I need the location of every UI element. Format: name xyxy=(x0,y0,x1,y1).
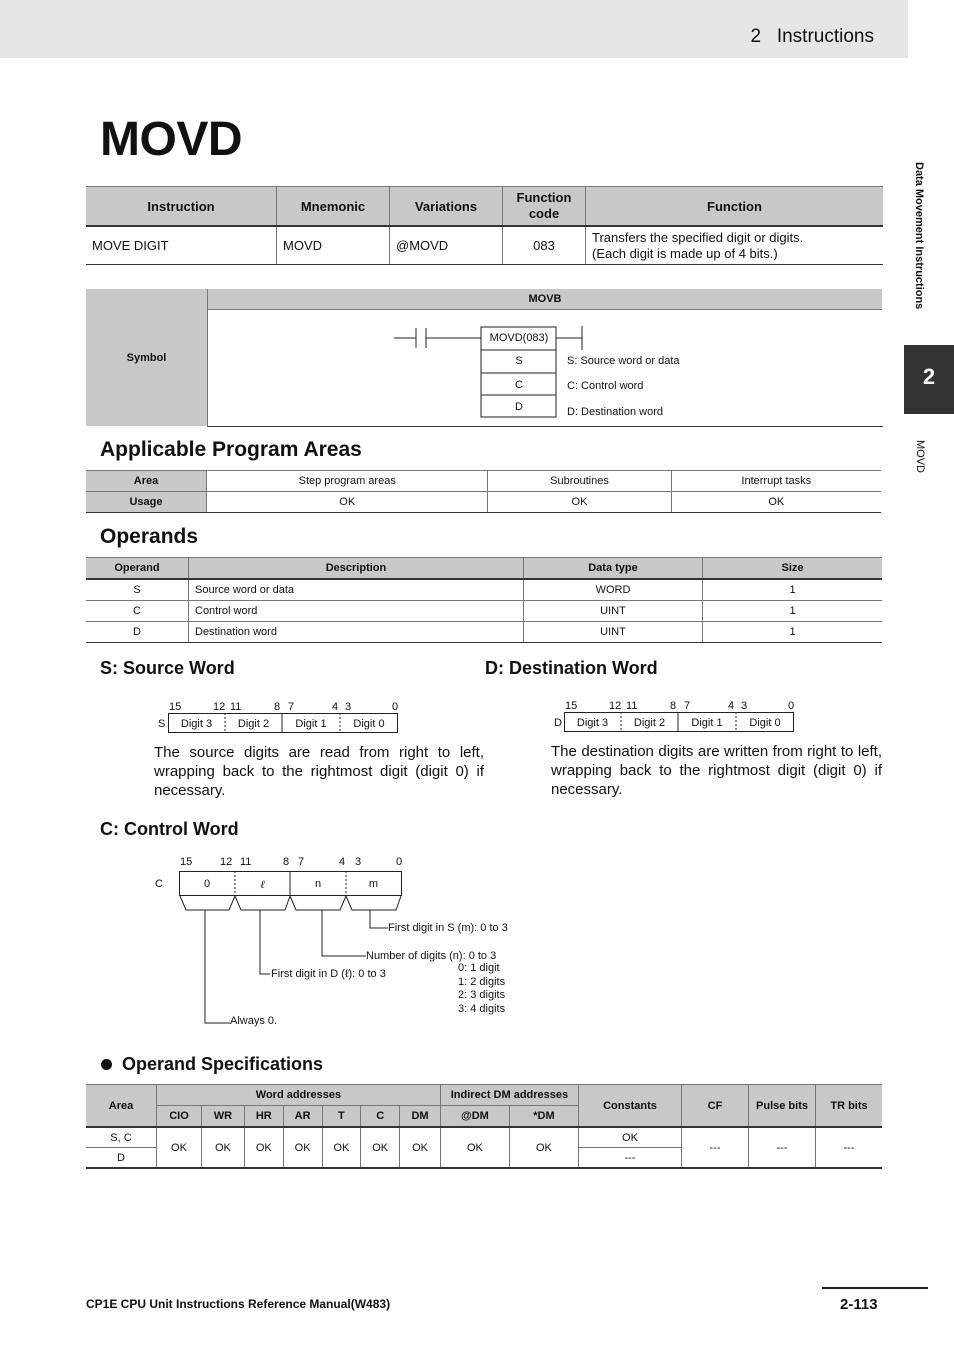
word-label: S xyxy=(158,718,166,730)
digit-cell: Digit 0 xyxy=(353,718,385,730)
bit-label: 0 xyxy=(788,700,795,712)
areas-table xyxy=(86,470,881,513)
table-cell: OK xyxy=(440,1127,509,1168)
box-title: MOVD(083) xyxy=(489,332,549,344)
bit-label: 7 xyxy=(684,700,691,712)
table-cell: D xyxy=(86,622,189,643)
table-cell: --- xyxy=(816,1127,883,1168)
table-row xyxy=(86,579,882,601)
table-cell: OK xyxy=(671,492,881,513)
digit-cell: Digit 1 xyxy=(295,718,327,730)
col-header: Function code xyxy=(503,187,586,227)
table-cell: UINT xyxy=(524,622,703,643)
operand-desc: S: Source word or data xyxy=(567,355,680,367)
digit-cell: Digit 0 xyxy=(749,717,781,729)
table-cell: OK xyxy=(400,1127,441,1168)
table-cell: S xyxy=(86,579,189,601)
control-cell: 0 xyxy=(203,878,211,890)
col-header: TR bits xyxy=(816,1085,883,1128)
table-cell: OK xyxy=(488,492,671,513)
col-header: Area xyxy=(86,1085,157,1128)
control-cell: n xyxy=(314,878,322,890)
table-cell: WORD xyxy=(524,579,703,601)
cell-mnemonic: MOVD xyxy=(277,226,390,265)
bit-label: 7 xyxy=(288,701,295,713)
n-value: 1: 2 digits xyxy=(458,975,506,988)
table-header-row xyxy=(86,187,883,227)
dest-description: The destination digits are written from right to left, wrapping back to the rightmost digit (digit 0) if necessary. xyxy=(551,743,882,798)
bit-label: 3 xyxy=(741,700,748,712)
table-row xyxy=(86,471,881,492)
bit-label: 3 xyxy=(345,701,352,713)
note-m: First digit in S (m): 0 to 3 xyxy=(388,922,508,934)
cell-variations: @MOVD xyxy=(390,226,503,265)
bit-label: 15 xyxy=(180,856,193,868)
bit-label: 15 xyxy=(565,700,578,712)
subsection-heading: C: Control Word xyxy=(100,819,239,839)
col-header: Data type xyxy=(524,558,703,580)
bit-label: 15 xyxy=(169,701,182,713)
col-header: Word addresses xyxy=(157,1085,441,1106)
table-cell: S, C xyxy=(86,1127,157,1148)
subsection-heading: Operand Specifications xyxy=(122,1054,324,1074)
footer-rule xyxy=(822,1287,928,1289)
col-header: Function xyxy=(586,187,884,227)
operand-d: D xyxy=(515,401,523,413)
digit-cell: Digit 3 xyxy=(180,718,213,730)
section-heading: Applicable Program Areas xyxy=(100,438,362,461)
bit-label: 0 xyxy=(396,856,403,868)
table-cell: OK xyxy=(244,1127,283,1168)
n-values-list xyxy=(458,962,505,1016)
cell-function xyxy=(586,226,884,265)
table-cell: Destination word xyxy=(189,622,524,643)
control-cell: ℓ xyxy=(260,878,265,891)
col-header: Variations xyxy=(390,187,503,227)
word-label: D xyxy=(554,717,562,729)
col-header: Mnemonic xyxy=(277,187,390,227)
col-header: Size xyxy=(703,558,883,580)
section-heading: Operands xyxy=(100,525,199,548)
table-cell: Control word xyxy=(189,601,524,622)
cell-instruction: MOVE DIGIT xyxy=(86,226,277,265)
table-cell: Step program areas xyxy=(207,471,488,492)
table-row xyxy=(86,601,882,622)
chapter-tab: 2 xyxy=(904,345,954,414)
digit-cell: Digit 2 xyxy=(237,718,270,730)
bit-label: 7 xyxy=(298,856,305,868)
operands-table xyxy=(86,557,882,643)
table-cell: OK xyxy=(361,1127,400,1168)
col-header: Instruction xyxy=(86,187,277,227)
col-header: WR xyxy=(202,1106,245,1128)
col-header: Pulse bits xyxy=(749,1085,816,1128)
table-cell: OK xyxy=(578,1127,681,1148)
table-cell: OK xyxy=(283,1127,322,1168)
note-l: First digit in D (ℓ): 0 to 3 xyxy=(271,968,386,980)
cell-code: 083 xyxy=(503,226,586,265)
table-cell: OK xyxy=(202,1127,245,1168)
note-always-zero: Always 0. xyxy=(230,1015,278,1027)
control-cell: m xyxy=(368,878,379,890)
table-header-row xyxy=(86,558,882,580)
side-category: Data Movement Instructions xyxy=(913,162,925,310)
bit-label: 12 xyxy=(609,700,622,712)
table-cell: Subroutines xyxy=(488,471,671,492)
subsection-heading: D: Destination Word xyxy=(485,658,658,678)
section-header: 2 Instructions xyxy=(750,26,874,47)
table-cell: --- xyxy=(749,1127,816,1168)
function-line: Transfers the specified digit or digits. xyxy=(592,229,804,245)
table-row xyxy=(86,226,883,265)
bit-label: 11 xyxy=(626,700,638,712)
table-cell: --- xyxy=(682,1127,749,1168)
symbol-bar: MOVB xyxy=(208,289,882,310)
area-label: Area xyxy=(86,471,207,492)
col-header: Constants xyxy=(578,1085,681,1128)
bit-label: 8 xyxy=(670,700,677,712)
table-cell: OK xyxy=(157,1127,202,1168)
symbol-label: Symbol xyxy=(86,289,207,426)
col-header: C xyxy=(361,1106,400,1128)
table-cell: 1 xyxy=(703,579,883,601)
col-header: Operand xyxy=(86,558,189,580)
bit-label: 0 xyxy=(392,701,399,713)
table-cell: C xyxy=(86,601,189,622)
footer-manual: CP1E CPU Unit Instructions Reference Manual(W483) xyxy=(86,1297,391,1311)
table-cell: 1 xyxy=(703,622,883,643)
bit-label: 8 xyxy=(283,856,290,868)
table-row xyxy=(86,1127,882,1148)
n-value: 0: 1 digit xyxy=(458,962,500,974)
table-cell: OK xyxy=(207,492,488,513)
col-header: DM xyxy=(400,1106,441,1128)
function-line: (Each digit is made up of 4 bits.) xyxy=(592,245,778,261)
table-row xyxy=(86,492,881,513)
table-cell: OK xyxy=(509,1127,578,1168)
col-header: HR xyxy=(244,1106,283,1128)
digit-cell: Digit 3 xyxy=(576,717,609,729)
table-cell: Interrupt tasks xyxy=(671,471,881,492)
table-cell: 1 xyxy=(703,601,883,622)
table-cell: D xyxy=(86,1148,157,1169)
bit-label: 11 xyxy=(230,701,242,713)
note-n: Number of digits (n): 0 to 3 xyxy=(366,950,497,962)
operand-s: S xyxy=(515,355,523,367)
source-description: The source digits are read from right to left, wrapping back to the rightmost digit (digit 0) if necessary. xyxy=(154,744,484,799)
page-title: MOVD xyxy=(100,113,242,166)
table-row xyxy=(86,622,882,643)
operand-c: C xyxy=(515,379,523,391)
instruction-table xyxy=(86,186,883,265)
table-cell: Source word or data xyxy=(189,579,524,601)
table-cell: OK xyxy=(322,1127,361,1168)
bit-label: 4 xyxy=(339,856,346,868)
table-cell: UINT xyxy=(524,601,703,622)
col-header: CF xyxy=(682,1085,749,1128)
bit-label: 11 xyxy=(240,856,252,868)
col-header: Description xyxy=(189,558,524,580)
col-header: *DM xyxy=(509,1106,578,1128)
subsection-heading: S: Source Word xyxy=(100,658,235,678)
bit-label: 3 xyxy=(355,856,362,868)
col-header: AR xyxy=(283,1106,322,1128)
table-cell: --- xyxy=(578,1148,681,1169)
n-value: 3: 4 digits xyxy=(458,1002,506,1015)
bit-label: 12 xyxy=(220,856,233,868)
table-header-row xyxy=(86,1085,882,1106)
col-header: @DM xyxy=(440,1106,509,1128)
bit-label: 8 xyxy=(274,701,281,713)
col-header: Indirect DM addresses xyxy=(440,1085,578,1106)
word-label: C xyxy=(155,878,163,890)
operand-desc: D: Destination word xyxy=(567,406,663,418)
bit-label: 4 xyxy=(332,701,339,713)
bullet-icon xyxy=(101,1059,112,1070)
operand-desc: C: Control word xyxy=(567,380,644,392)
digit-cell: Digit 1 xyxy=(691,717,723,729)
n-value: 2: 3 digits xyxy=(458,989,506,1001)
side-instruction: MOVD xyxy=(914,440,926,473)
col-header: T xyxy=(322,1106,361,1128)
digit-cell: Digit 2 xyxy=(633,717,666,729)
bit-label: 12 xyxy=(213,701,226,713)
usage-label: Usage xyxy=(86,492,207,513)
col-header: CIO xyxy=(157,1106,202,1128)
operand-spec-table xyxy=(86,1084,882,1169)
page-number: 2-113 xyxy=(840,1296,878,1313)
bit-label: 4 xyxy=(728,700,735,712)
